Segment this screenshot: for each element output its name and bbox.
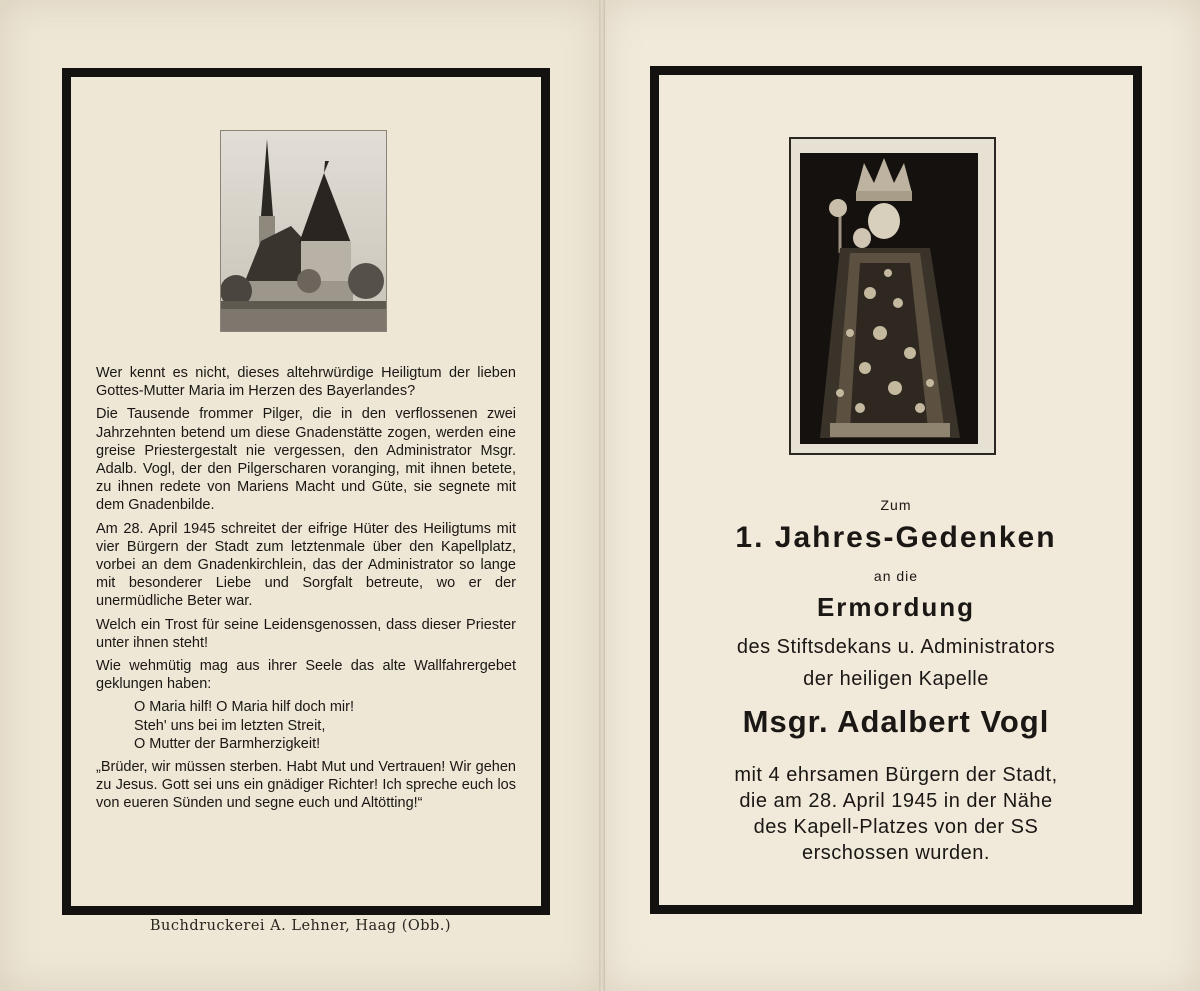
left-text-block: [96, 364, 516, 818]
circumstances-line: die am 28. April 1945 in der Nähe: [739, 790, 1053, 812]
paragraph-intro: Wer kennt es nicht, dieses altehrwürdige Heiligtum der lieben Gottes-Mutter Maria im Herzen des Bayerlandes?: [96, 365, 516, 400]
paragraph-prayer-intro: Wie wehmütig mag aus ihrer Seele das alte Wallfahrergebet geklungen haben:: [96, 658, 516, 693]
event-ermordung: Ermordung: [816, 592, 976, 622]
circumstances-line: mit 4 ehrsamen Bürgern der Stadt,: [734, 764, 1058, 786]
deceased-name: Msgr. Adalbert Vogl: [742, 704, 1050, 739]
verse-line: O Maria hilf! O Maria hilf doch mir!: [134, 699, 354, 716]
paragraph-closing-quote: „Brüder, wir müssen sterben. Habt Mut und Vertrauen! Wir gehen zu Jesus. Gott sei uns ein gnädiger Richter! Ich spreche euch los von eueren Sünden und segne euch und Altötting!“: [96, 759, 516, 812]
printer-imprint: Buchdruckerei A. Lehner, Haag (Obb.): [149, 918, 452, 934]
an-die-label: an die: [873, 568, 919, 584]
title-line-stiftsdekan: des Stiftsdekans u. Administrators: [736, 636, 1056, 658]
paragraph-april: Am 28. April 1945 schreitet der eifrige Hüter des Heiligtums mit vier Bürgern der Stadt zum letztenmale über den Kapellplatz, vorbei an dem Gnadenkirchlein, das der Administrator so lange mit besonderer Liebe und Sorgfalt betreute, wo er der unermüdliche Beter war.: [96, 520, 516, 610]
title-line-kapelle: der heiligen Kapelle: [803, 668, 989, 690]
prayer-verse: [134, 698, 516, 753]
verse-line: Steh' uns bei im letzten Streit,: [134, 717, 326, 734]
circumstances-line: erschossen wurden.: [802, 842, 990, 864]
madonna-image: [800, 153, 978, 444]
paragraph-pilgrims: Die Tausende frommer Pilger, die in den verflossenen zwei Jahrzehnten betend um diese Gnadenstätte zogen, werden eine greise Priestergestalt nie vergessen, den Administrator Msgr. Adalb. Vogl, der den Pilgerscharen voranging, mit ihnen betete, zu ihnen redete von Mariens Macht und Güte, sie segnete mit dem Gnadenbilde.: [96, 406, 516, 514]
circumstances-line: des Kapell-Platzes von der SS: [753, 816, 1039, 838]
church-photo: [220, 130, 387, 332]
circumstances-text: [650, 762, 1142, 866]
card-fold: [599, 0, 605, 991]
paragraph-comfort: Welch ein Trost für seine Leidensgenossen, dass dieser Priester unter ihnen steht!: [96, 616, 516, 651]
verse-line: O Mutter der Barmherzigkeit!: [134, 735, 321, 752]
zum-label: Zum: [880, 497, 912, 513]
title-jahres-gedenken: 1. Jahres-Gedenken: [735, 521, 1057, 554]
